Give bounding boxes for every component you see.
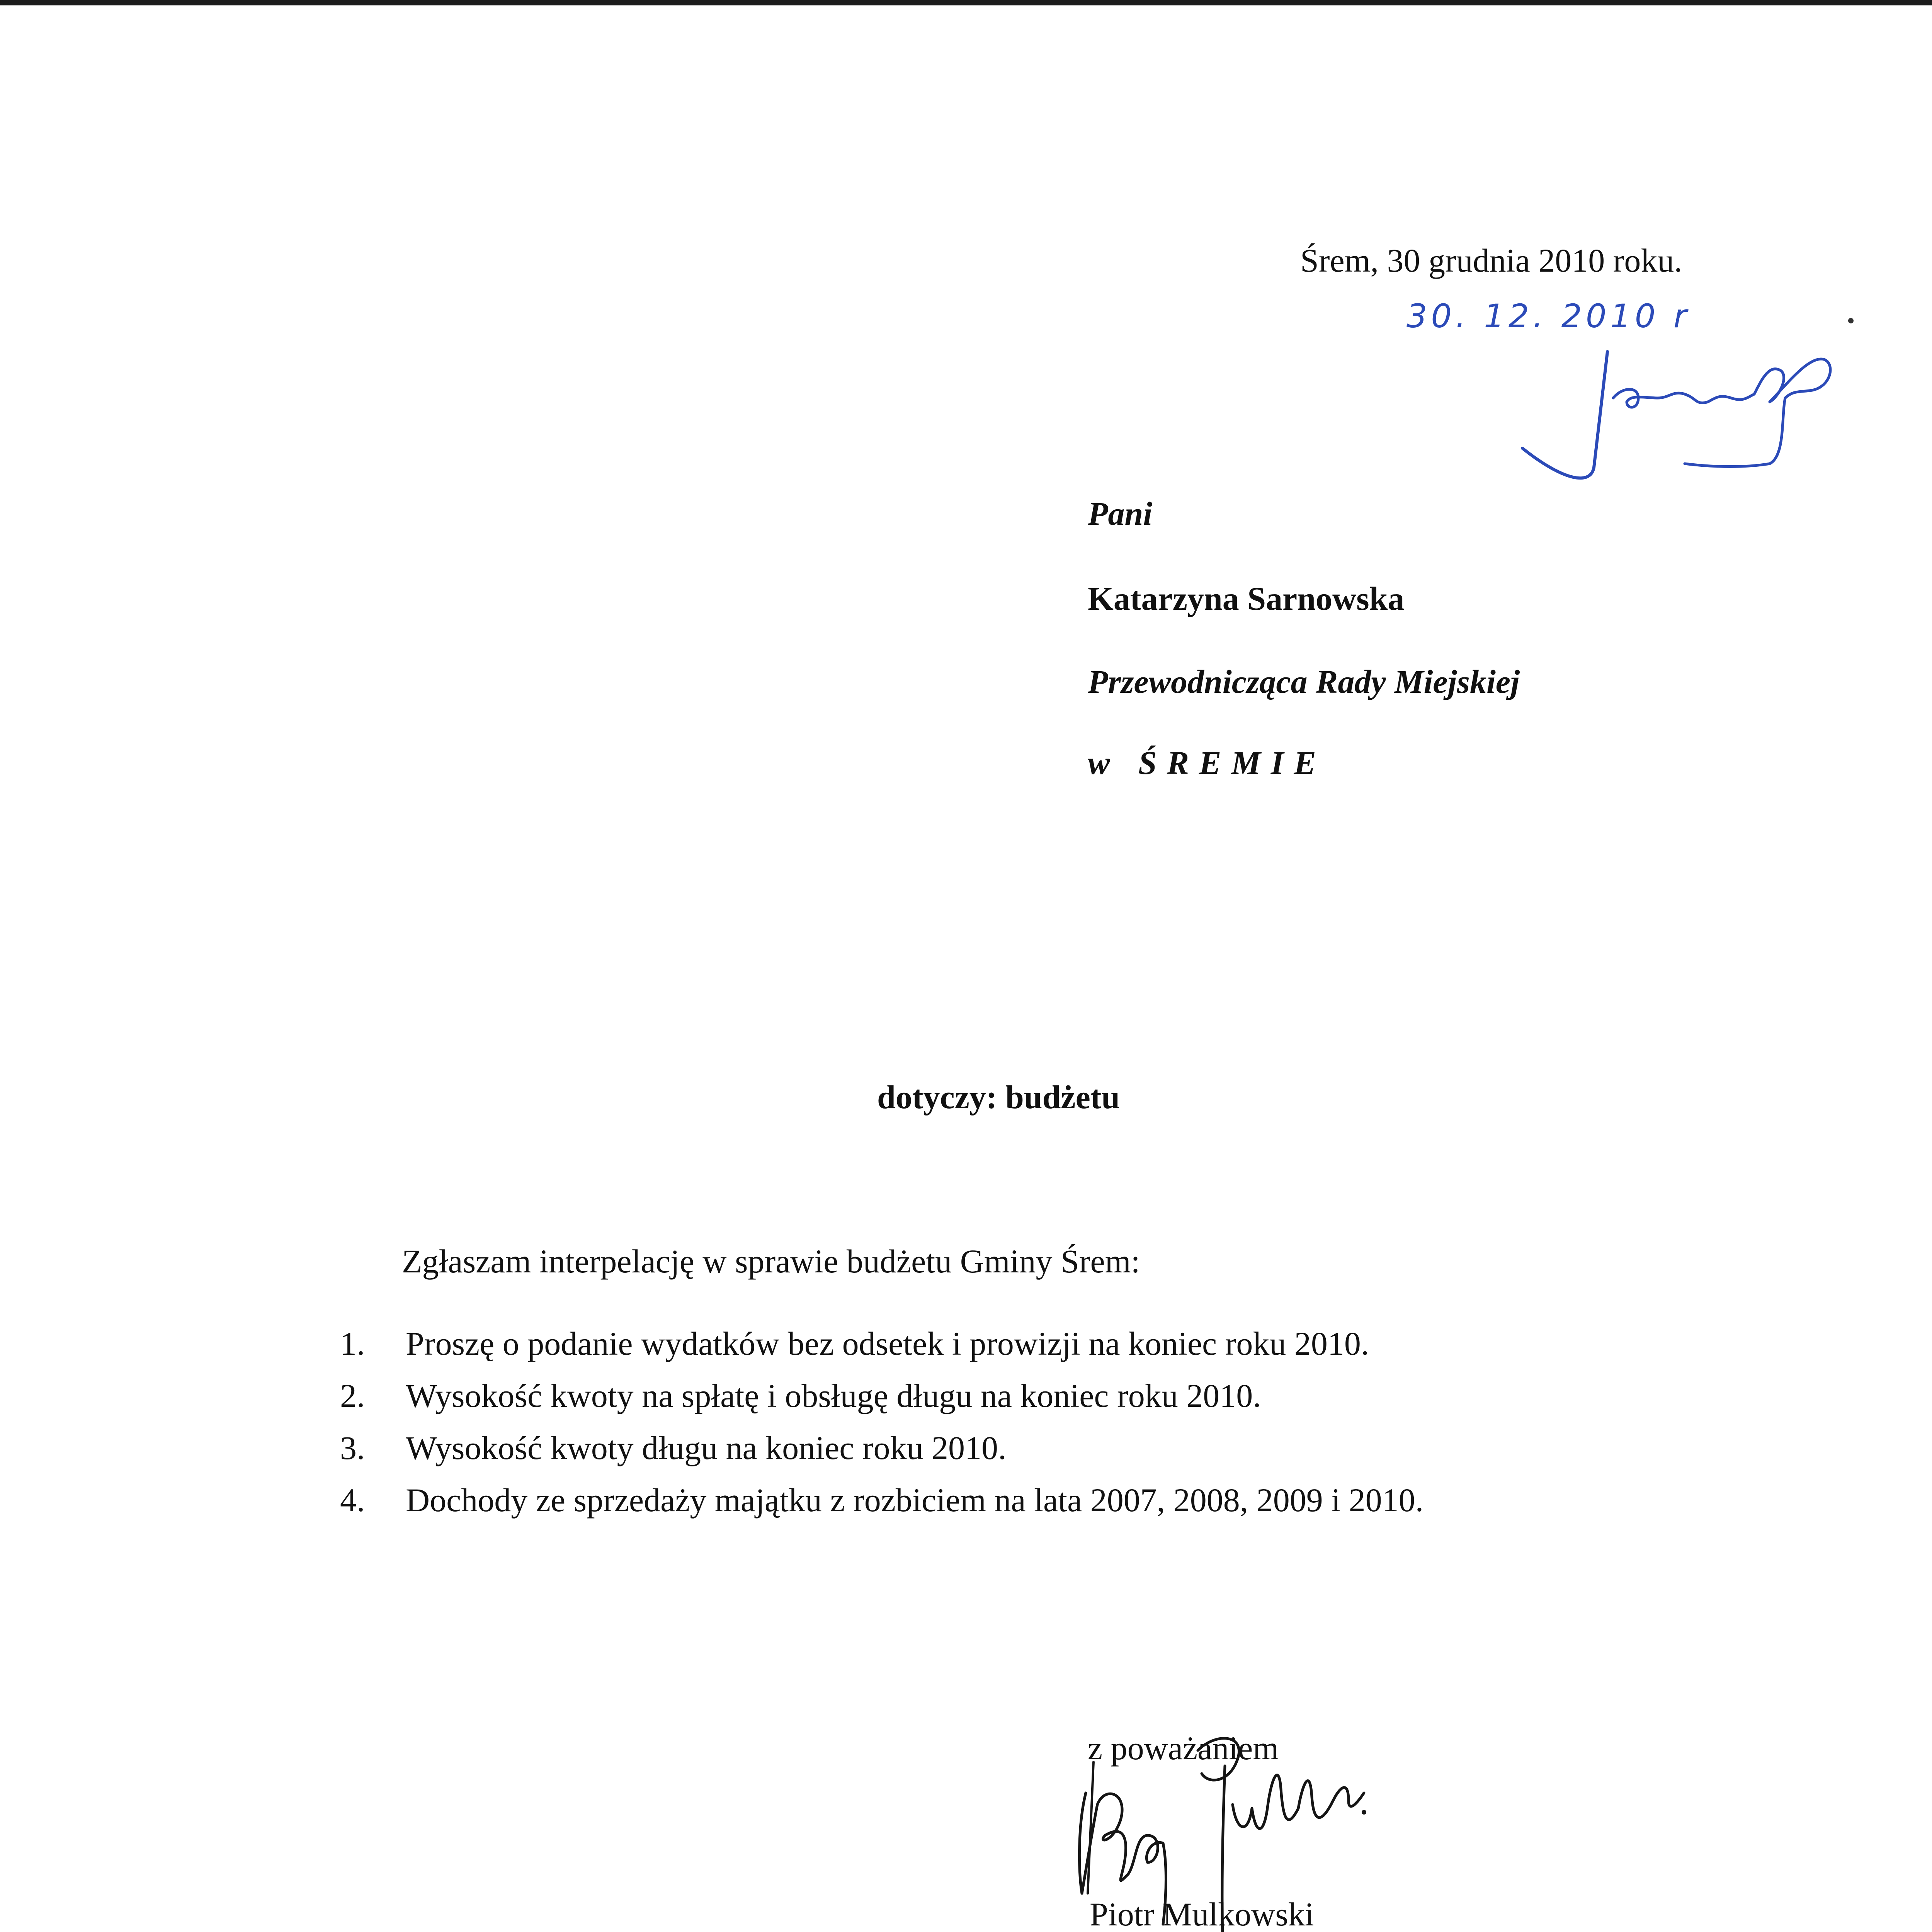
- list-item-number: 1.: [340, 1325, 365, 1362]
- list-item-number: 2.: [340, 1377, 365, 1414]
- list-item-number: 3.: [340, 1429, 365, 1466]
- addressee-role: Przewodnicząca Rady Miejskiej: [1088, 663, 1520, 700]
- signatory-name: Piotr Mulkowski: [1090, 1896, 1314, 1932]
- received-date-stamp: 30. 12. 2010 r: [1406, 297, 1691, 335]
- closing-regards: z poważaniem: [1088, 1730, 1279, 1767]
- list-item-text: Wysokość kwoty na spłatę i obsługę długu na koniec roku 2010.: [406, 1377, 1261, 1414]
- list-item-text: Dochody ze sprzedaży majątku z rozbiciem na lata 2007, 2008, 2009 i 2010.: [406, 1481, 1424, 1519]
- addressee-salutation: Pani: [1088, 495, 1153, 532]
- body-intro: Zgłaszam interpelację w sprawie budżetu Gminy Śrem:: [402, 1243, 1140, 1280]
- list-item-text: Proszę o podanie wydatków bez odsetek i prowizji na koniec roku 2010.: [406, 1325, 1369, 1362]
- list-item-number: 4.: [340, 1481, 365, 1519]
- subject-line: dotyczy: budżetu: [877, 1078, 1120, 1116]
- list-item-text: Wysokość kwoty długu na koniec roku 2010.: [406, 1429, 1007, 1466]
- addressee-location: w ŚREMIE: [1088, 744, 1326, 781]
- addressee-name: Katarzyna Sarnowska: [1088, 580, 1405, 617]
- place-date: Śrem, 30 grudnia 2010 roku.: [1300, 242, 1682, 279]
